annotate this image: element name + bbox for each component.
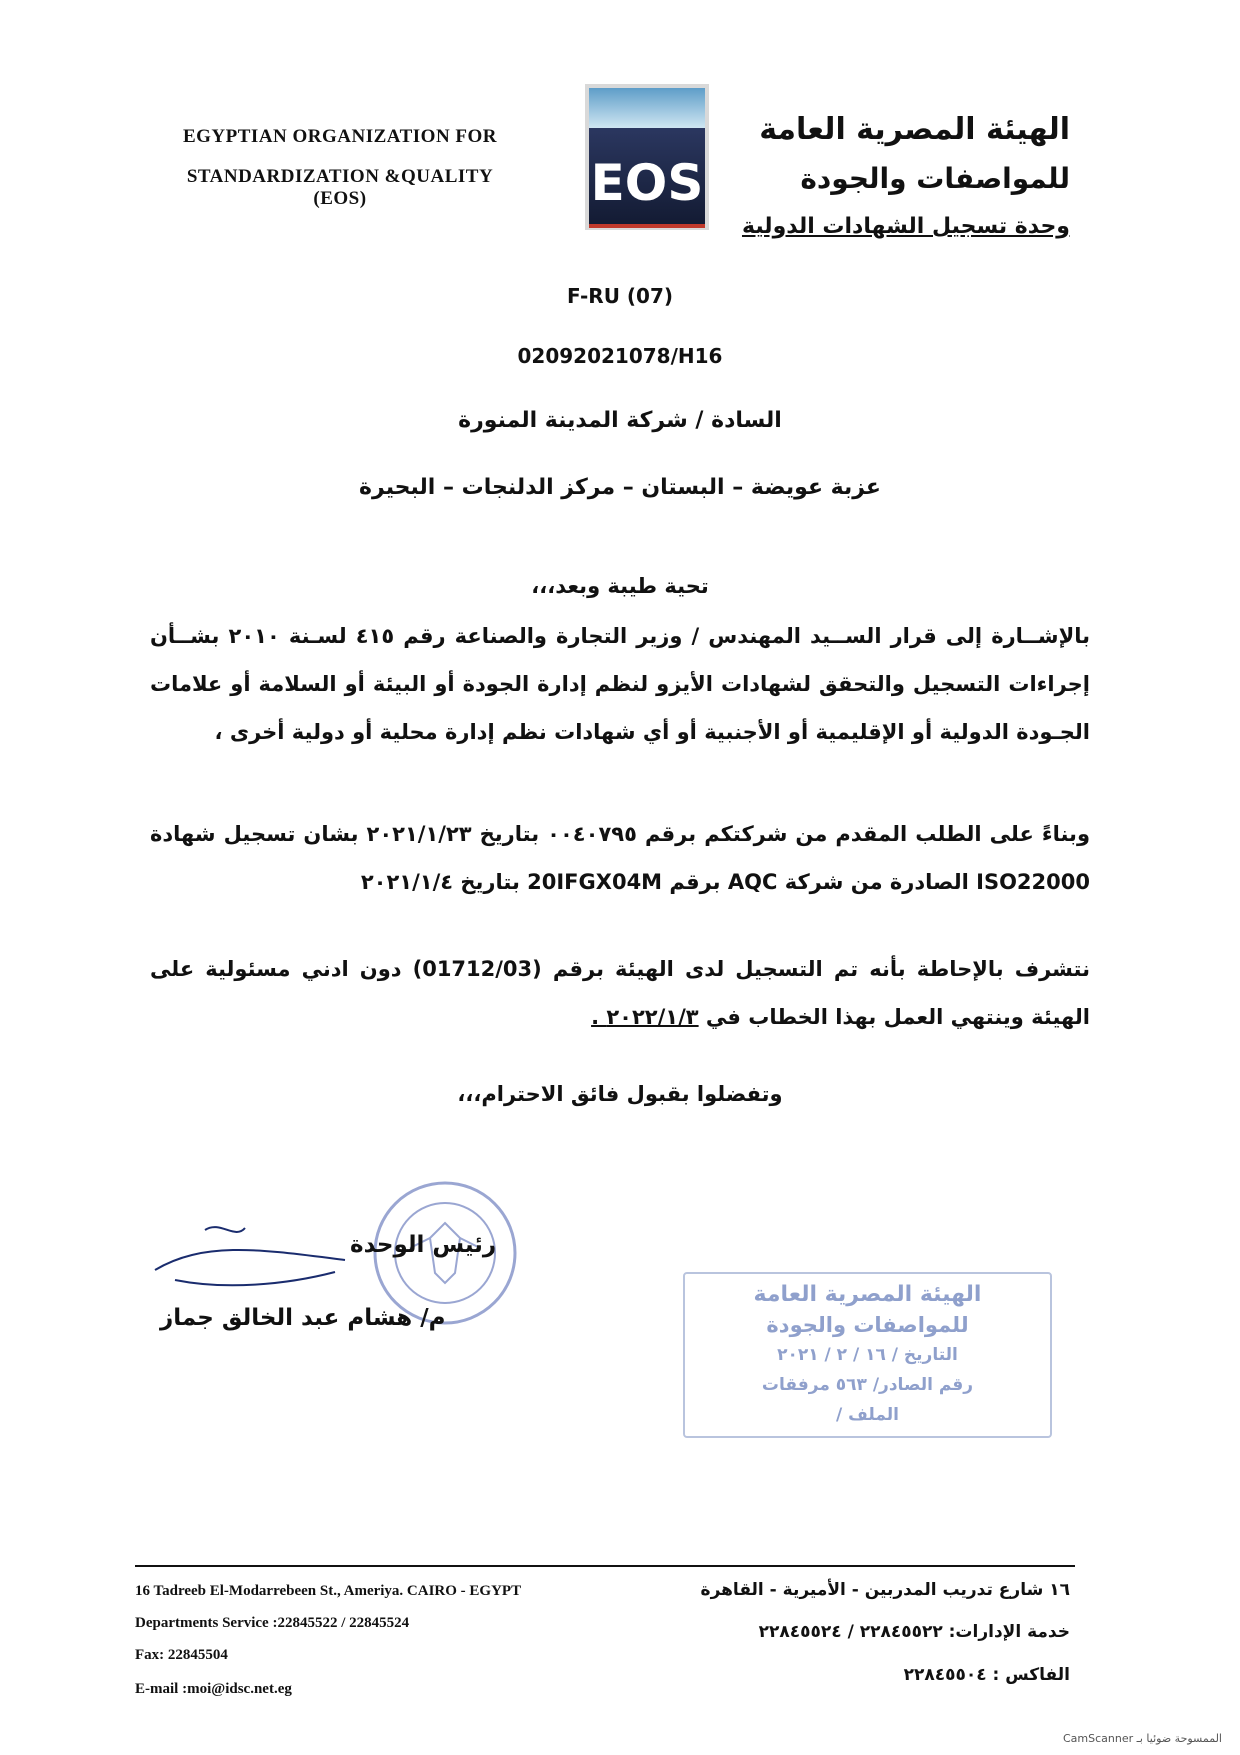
paragraph-registration: [150, 945, 1090, 1041]
footer-fax-ar: الفاكس : ٢٢٨٤٥٥٠٤: [903, 1665, 1070, 1685]
stamp-line-4: رقم الصادر/ ٥٦٣ مرفقات: [761, 1375, 974, 1395]
registration-text: نتشرف بالإحاطة بأنه تم التسجيل لدى الهيئة برقم (01712/03) دون ادني مسئولية على الهيئة وينتهي العمل بهذا الخطاب في: [150, 957, 1090, 1029]
eos-logo: [583, 82, 711, 232]
footer-address-en: 16 Tadreeb El-Modarrebeen St., Ameriya. CAIRO - EGYPT: [135, 1583, 522, 1599]
footer-email-en: E-mail :moi@idsc.net.eg: [135, 1681, 292, 1697]
expiry-date: ٢٠٢٢/١/٣ .: [591, 1005, 699, 1029]
footer-divider: [135, 1565, 1075, 1567]
stamp-line-2: للمواصفات والجودة: [766, 1313, 969, 1337]
stamp-line-1: الهيئة المصرية العامة: [753, 1282, 982, 1307]
org-name-ar-line1: الهيئة المصرية العامة: [759, 112, 1070, 147]
rectangular-stamp: [683, 1272, 1052, 1438]
camscanner-watermark: الممسوحة ضوئيا بـ CamScanner: [1062, 1732, 1222, 1745]
signature-scribble: [145, 1210, 365, 1304]
org-name-en-line1: EGYPTIAN ORGANIZATION FOR: [182, 126, 498, 147]
signatory-name: م/ هشام عبد الخالق جماز: [160, 1305, 446, 1331]
logo-text: EOS: [590, 154, 704, 212]
unit-name-ar: وحدة تسجيل الشهادات الدولية: [741, 214, 1070, 239]
stamp-line-5: الملف /: [836, 1405, 899, 1425]
org-name-ar-line2: للمواصفات والجودة: [800, 162, 1070, 195]
greeting: تحية طيبة وبعد،،،: [531, 574, 709, 598]
addressee-name: السادة / شركة المدينة المنورة: [458, 408, 782, 433]
footer-departments-ar: خدمة الإدارات: ٢٢٨٤٥٥٢٢ / ٢٢٨٤٥٥٢٤: [758, 1622, 1070, 1642]
footer-departments-en: Departments Service :22845522 / 22845524: [135, 1615, 410, 1631]
closing: وتفضلوا بقبول فائق الاحترام،،،: [457, 1082, 783, 1106]
footer-fax-en: Fax: 22845504: [135, 1647, 228, 1663]
footer-address-ar: ١٦ شارع تدريب المدربين - الأميرية - القاهرة: [700, 1580, 1070, 1600]
org-name-en-line2: STANDARDIZATION &QUALITY (EOS): [186, 166, 494, 209]
paragraph-request: وبناءً على الطلب المقدم من شركتكم برقم ٠٠٤٠٧٩٥ بتاريخ ٢٠٢١/١/٢٣ بشان تسجيل شهادة ISO22000 الصادرة من شركة AQC برقم 20IFGX04M بتاريخ ٢٠٢١/١/٤: [150, 822, 1090, 894]
letter-number: 02092021078/H16: [517, 344, 723, 368]
form-code: F-RU (07): [566, 284, 674, 308]
paragraph-reference-decree: بالإشــارة إلى قرار الســيد المهندس / وزير التجارة والصناعة رقم ٤١٥ لسـنة ٢٠١٠ بشــأن إجراءات التسجيل والتحقق لشهادات الأيزو لنظم إدارة الجودة أو البيئة أو السلامة أو علامات الجـودة الدولية أو الإقليمية أو الأجنبية أو أي شهادات نظم إدارة محلية أو دولية أخرى ،: [150, 624, 1090, 744]
stamp-line-3: التاريخ / ١٦ / ٢ / ٢٠٢١: [777, 1345, 958, 1365]
signature-title: رئيس الوحدة: [350, 1232, 497, 1258]
addressee-address: عزبة عويضة – البستان – مركز الدلنجات – البحيرة: [359, 475, 881, 500]
